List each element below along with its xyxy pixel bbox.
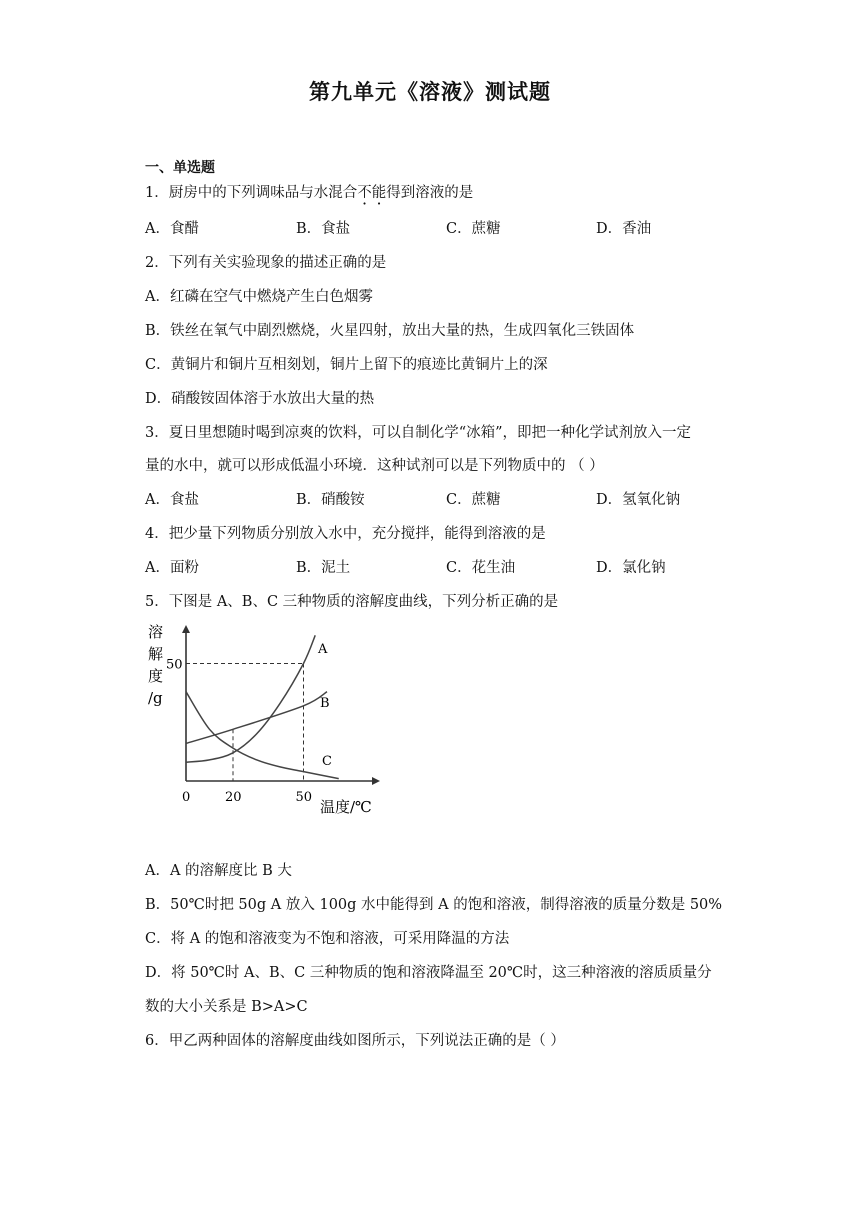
page-title: 第九单元《溶液》测试题: [309, 80, 551, 104]
series-curve-a: [186, 635, 315, 762]
q2-option-a: A．红磷在空气中燃烧产生白色烟雾: [145, 289, 373, 305]
q2-option-c: C．黄铜片和铜片互相刻划，铜片上留下的痕迹比黄铜片上的深: [145, 357, 548, 373]
q4-option-b: B．泥土: [296, 560, 351, 576]
q2-option-b: B．铁丝在氧气中剧烈燃烧，火星四射，放出大量的热，生成四氧化三铁固体: [145, 323, 635, 339]
question-3-stem-line2: 量的水中，就可以形成低温小环境．这种试剂可以是下列物质中的 （ ）: [145, 458, 604, 474]
series-label-b: B: [320, 696, 330, 711]
emphasis-char: 能: [371, 185, 387, 201]
question-3-stem-line1: 3．夏日里想随时喝到凉爽的饮料，可以自制化学“冰箱”，即把一种化学试剂放入一定: [145, 425, 692, 441]
q2-option-d: D．硝酸铵固体溶于水放出大量的热: [145, 391, 375, 407]
question-4-stem: 4．把少量下列物质分别放入水中，充分搅拌，能得到溶液的是: [145, 526, 546, 542]
q3-option-d: D．氢氧化钠: [596, 492, 681, 508]
q4-option-d: D．氯化钠: [596, 560, 666, 576]
x-tick-label: 20: [225, 790, 242, 805]
q5-option-a: A．A 的溶解度比 B 大: [145, 863, 292, 879]
y-axis-arrow: [182, 625, 190, 633]
series-curve-c: [186, 692, 339, 779]
q4-option-c: C．花生油: [446, 560, 516, 576]
x-axis-label: 温度/℃: [320, 798, 372, 816]
series-curve-b: [186, 692, 327, 744]
series-label-a: A: [318, 642, 328, 657]
q3-option-c: C．蔗糖: [446, 492, 501, 508]
x-tick-label: 0: [182, 790, 191, 805]
q5-option-d-cont: 数的大小关系是 B>A>C: [145, 999, 308, 1015]
q3-option-b: B．硝酸铵: [296, 492, 365, 508]
q5-option-b: B．50℃时把 50g A 放入 100g 水中能得到 A 的饱和溶液，制得溶液的质量分数是 50%: [145, 897, 723, 913]
y-axis-label-char: /g: [148, 689, 163, 707]
solubility-chart: [140, 615, 390, 825]
q5-option-c: C．将 A 的饱和溶液变为不饱和溶液，可采用降温的方法: [145, 931, 510, 947]
emphasis-char: 不: [357, 185, 372, 201]
y-axis-label: [148, 623, 163, 707]
x-tick-label: 50: [295, 790, 313, 805]
q4-option-a: A．面粉: [145, 560, 199, 576]
y-axis-label-char: 溶: [148, 623, 164, 641]
q1-option-d: D．香油: [596, 221, 652, 237]
x-axis-arrow: [372, 777, 380, 785]
question-2-stem: 2．下列有关实验现象的描述正确的是: [145, 255, 387, 271]
question-1-stem-part: 得到溶液的是: [386, 185, 474, 201]
section-heading: 一、单选题: [145, 160, 215, 176]
q3-option-a: A．食盐: [145, 492, 199, 508]
question-1-stem-part: 1．厨房中的下列调味品与水混合: [145, 185, 358, 201]
question-5-stem: 5．下图是 A、B、C 三种物质的溶解度曲线，下列分析正确的是: [145, 594, 559, 610]
question-1-stem: [145, 183, 473, 203]
y-tick-label: 50: [166, 657, 183, 673]
q5-option-d: D．将 50℃时 A、B、C 三种物质的饱和溶液降温至 20℃时，这三种溶液的溶质质量分: [145, 965, 712, 981]
y-axis-label-char: 解: [148, 645, 164, 663]
question-6-stem: 6．甲乙两种固体的溶解度曲线如图所示，下列说法正确的是（ ）: [145, 1033, 565, 1049]
y-axis-label-char: 度: [148, 667, 164, 685]
q1-option-a: A．食醋: [145, 221, 199, 237]
series-label-c: C: [322, 754, 332, 769]
q1-option-c: C．蔗糖: [446, 221, 501, 237]
q1-option-b: B．食盐: [296, 221, 351, 237]
